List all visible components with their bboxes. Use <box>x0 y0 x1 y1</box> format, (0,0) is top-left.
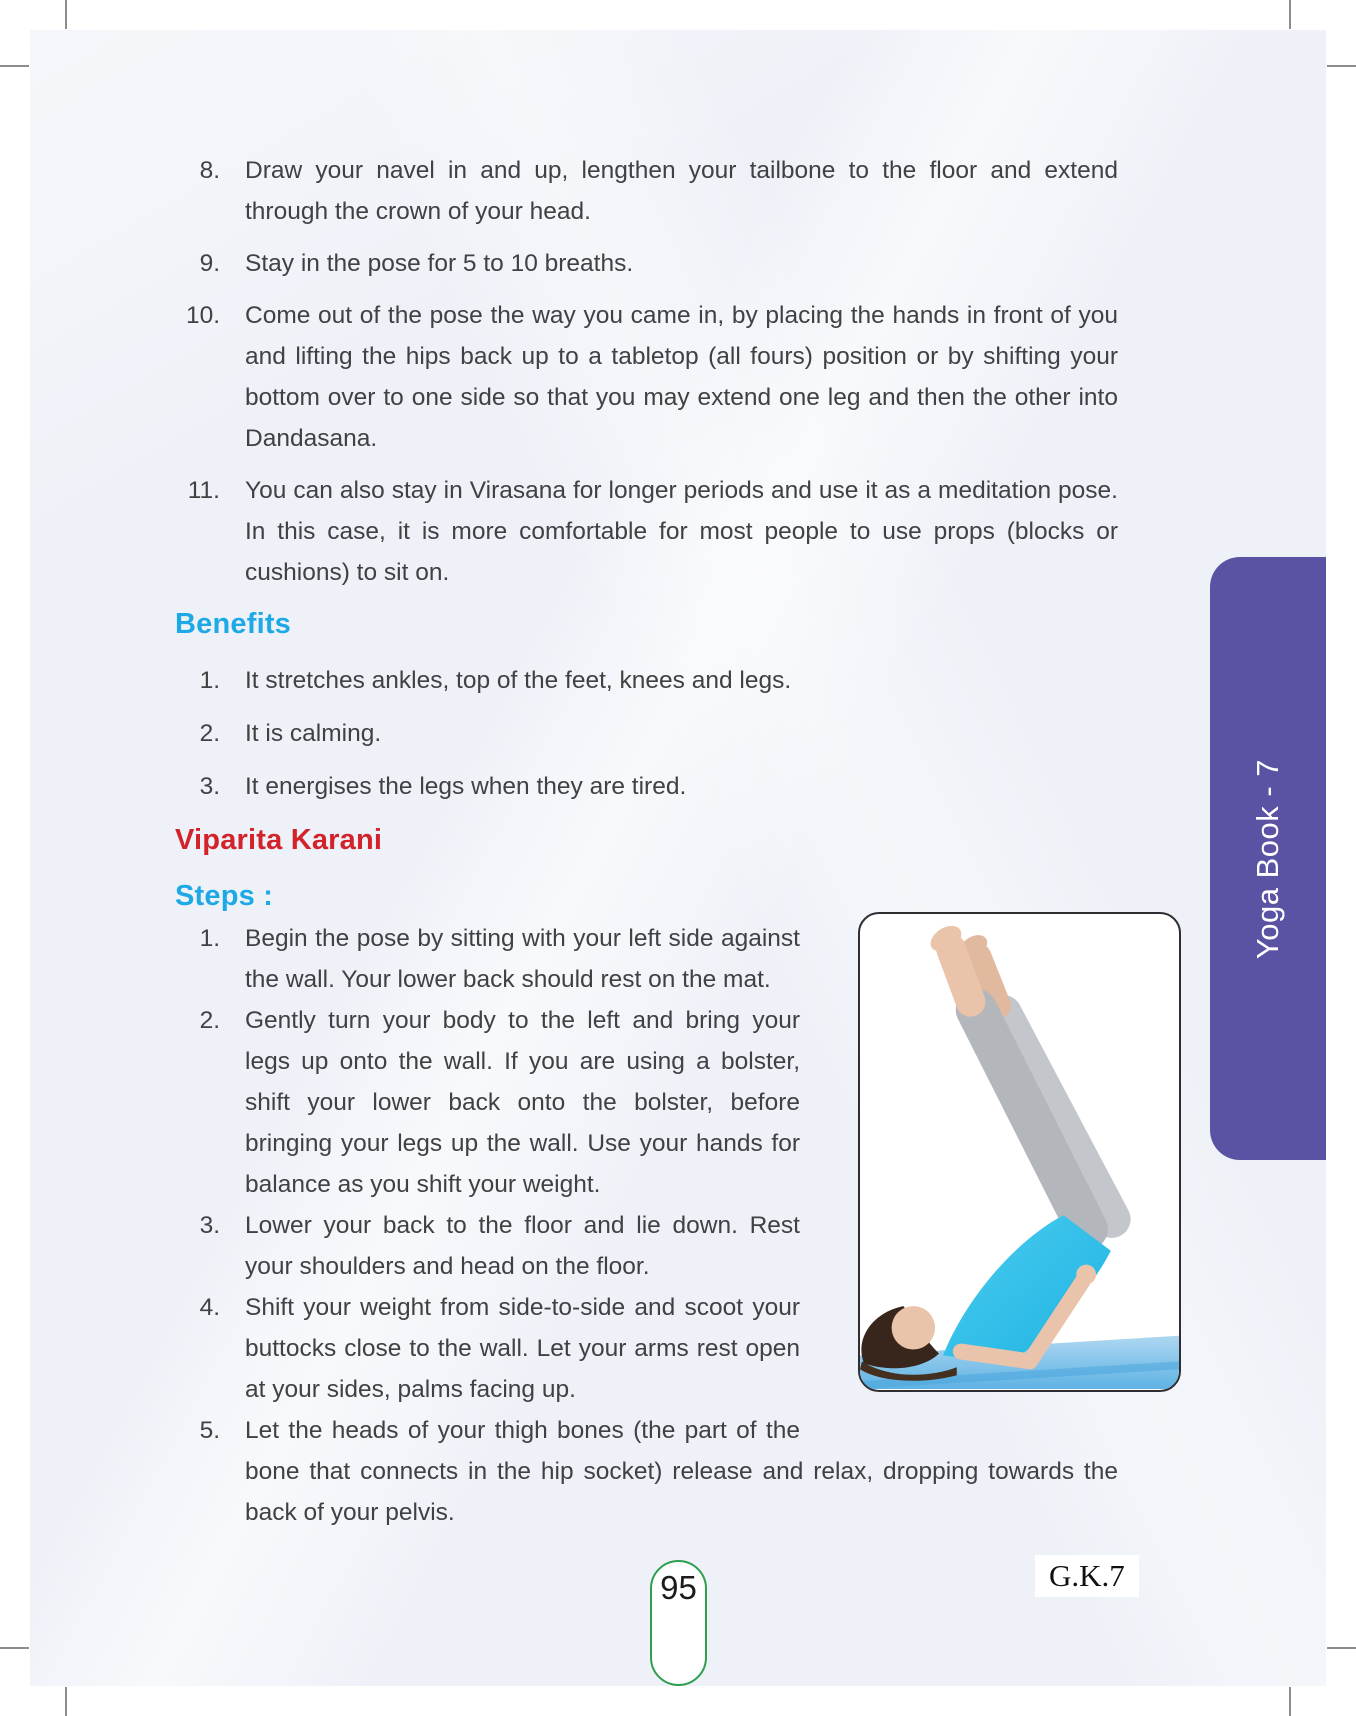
list-item <box>160 470 1118 593</box>
list-text: Stay in the pose for 5 to 10 breaths. <box>245 250 634 277</box>
list-number: 2. <box>199 720 220 747</box>
benefits-list <box>160 660 1118 807</box>
list-text: It is calming. <box>245 720 382 747</box>
list-number: 2. <box>199 1007 220 1034</box>
pose-title: Viparita Karani <box>175 824 383 856</box>
steps-section <box>160 918 1118 1533</box>
benefits-heading: Benefits <box>175 608 292 640</box>
crop-mark-bottom-left-v <box>65 1687 67 1716</box>
list-text: Gently turn your body to the left and bring your legs up onto the wall. If you are using a bolster, shift your lower back onto the bolster, before bringing your legs up the wall. Use your hands for balance as you shift your weight. <box>245 1007 800 1198</box>
list-text: Shift your weight from side-to-side and scoot your buttocks close to the wall. Let your arms rest open at your sides, palms facing up. <box>245 1294 800 1403</box>
page-number-badge <box>650 1560 707 1686</box>
list-number: 11. <box>187 477 220 504</box>
list-item <box>160 243 1118 284</box>
book-code: G.K.7 <box>1035 1555 1139 1597</box>
steps-heading: Steps : <box>175 880 274 912</box>
list-item <box>160 1205 1118 1287</box>
list-item <box>160 1287 1118 1410</box>
virasana-step-list <box>160 150 1118 593</box>
list-number: 3. <box>199 1212 220 1239</box>
list-number: 5. <box>199 1417 220 1444</box>
list-text: Draw your navel in and up, lengthen your tailbone to the floor and extend through the crown of your head. <box>245 157 1118 225</box>
list-item <box>160 1000 1118 1205</box>
list-item <box>160 766 1118 807</box>
list-text: Let the heads of your thigh bones (the part of the bone that connects in the hip socket) release and relax, dropping towards the back of your pelvis. <box>245 1417 1118 1526</box>
page-sheet <box>30 30 1326 1686</box>
page-number: 95 <box>660 1569 697 1606</box>
list-number: 8. <box>199 157 220 184</box>
crop-mark-top-right-h <box>1327 65 1356 67</box>
list-number: 10. <box>185 302 220 329</box>
list-text: It stretches ankles, top of the feet, knees and legs. <box>245 667 792 694</box>
list-number: 3. <box>199 773 220 800</box>
list-item <box>160 660 1118 701</box>
crop-mark-top-left-h <box>0 65 29 67</box>
list-text: Come out of the pose the way you came in, by placing the hands in front of you and lifting the hips back up to a tabletop (all fours) position or by shifting your bottom over to one side so that you may extend one leg and then the other into Dandasana. <box>245 302 1118 452</box>
crop-mark-bottom-right-v <box>1289 1687 1291 1716</box>
page-content <box>160 150 1118 1533</box>
list-item <box>160 918 1118 1000</box>
list-text: Lower your back to the floor and lie down. Rest your shoulders and head on the floor. <box>245 1212 800 1280</box>
chapter-side-tab <box>1210 557 1326 1160</box>
list-text: Begin the pose by sitting with your left side against the wall. Your lower back should rest on the mat. <box>245 925 800 993</box>
list-number: 4. <box>199 1294 220 1321</box>
list-number: 1. <box>199 925 220 952</box>
crop-mark-bottom-right-h <box>1327 1647 1356 1649</box>
chapter-side-tab-label: Yoga Book - 7 <box>1250 758 1285 959</box>
list-number: 9. <box>199 250 220 277</box>
list-item <box>160 150 1118 232</box>
viparita-step-list <box>160 918 1118 1533</box>
crop-mark-top-left-v <box>65 0 67 29</box>
crop-mark-bottom-left-h <box>0 1647 29 1649</box>
list-item <box>160 713 1118 754</box>
list-item <box>160 295 1118 459</box>
list-item <box>160 1410 1118 1533</box>
list-text: You can also stay in Virasana for longer periods and use it as a meditation pose. In this case, it is more comfortable for most people to use props (blocks or cushions) to sit on. <box>245 477 1118 586</box>
crop-mark-top-right-v <box>1289 0 1291 29</box>
list-number: 1. <box>199 667 220 694</box>
list-text: It energises the legs when they are tired. <box>245 773 687 800</box>
